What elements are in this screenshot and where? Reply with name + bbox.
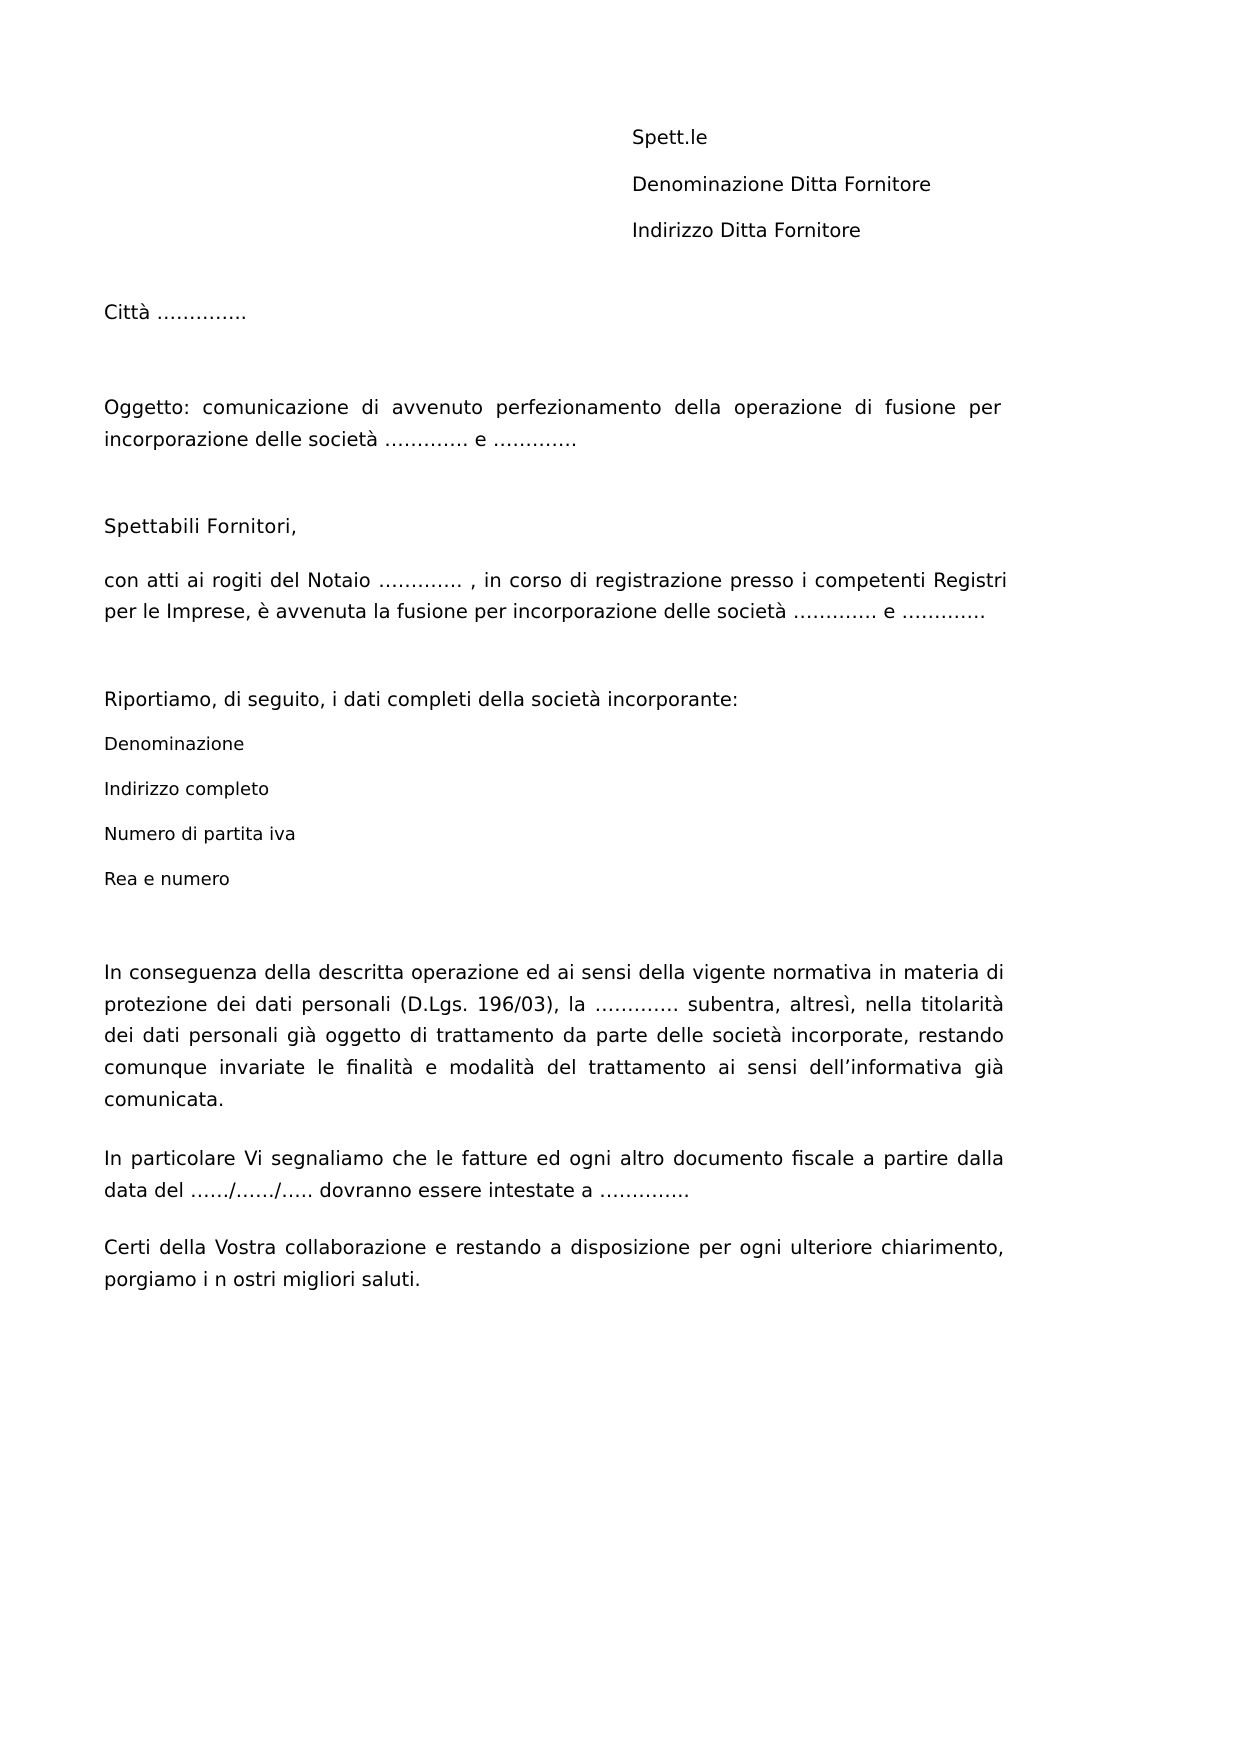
company-data-intro: Riportiamo, di seguito, i dati completi della società incorporante: [104, 687, 739, 711]
subject-line: Oggetto: comunicazione di avvenuto perfezionamento della operazione di fusione per incorporazione delle società …………. e …………. [104, 396, 1001, 451]
recipient-address-block [632, 128, 1004, 241]
list-item: Rea e numero [104, 869, 230, 891]
recipient-company-name: Denominazione Ditta Fornitore [632, 172, 932, 196]
list-item: Numero di partita iva [104, 824, 296, 846]
body-paragraph-privacy: In conseguenza della descritta operazione ed ai sensi della vigente normativa in materia di protezione dei dati personali (D.Lgs. 196/03), la …………. subentra, altresì, nella titolarità dei dati personali già oggetto di trattamento da parte delle società incorporate, restando comunque invariate le finalità e modalità del trattamento ai sensi dell’informativa già comunicata. [104, 961, 1004, 1111]
letter-content [104, 0, 1007, 1296]
company-data-list [104, 736, 1004, 889]
recipient-company-address: Indirizzo Ditta Fornitore [632, 219, 861, 242]
list-item: Indirizzo completo [104, 779, 270, 801]
list-item: Denominazione [104, 734, 245, 756]
salutation: Spettabili Fornitori, [104, 515, 298, 539]
city-date-line: Città ………….. [104, 300, 247, 324]
recipient-honorific: Spett.le [632, 126, 708, 149]
body-paragraph-closing: Certi della Vostra collaborazione e restando a disposizione per ogni ulteriore chiarimento, porgiamo i n ostri migliori saluti. [104, 1236, 1004, 1291]
body-paragraph-invoicing: In particolare Vi segnaliamo che le fatture ed ogni altro documento fiscale a partire dalla data del ……/……/….. dovranno essere intestate a ………….. [104, 1147, 1004, 1202]
body-paragraph-1: con atti ai rogiti del Notaio …………. , in corso di registrazione presso i competenti Registri per le Imprese, è avvenuta la fusione per incorporazione delle società …………. e …………. [104, 568, 1007, 624]
